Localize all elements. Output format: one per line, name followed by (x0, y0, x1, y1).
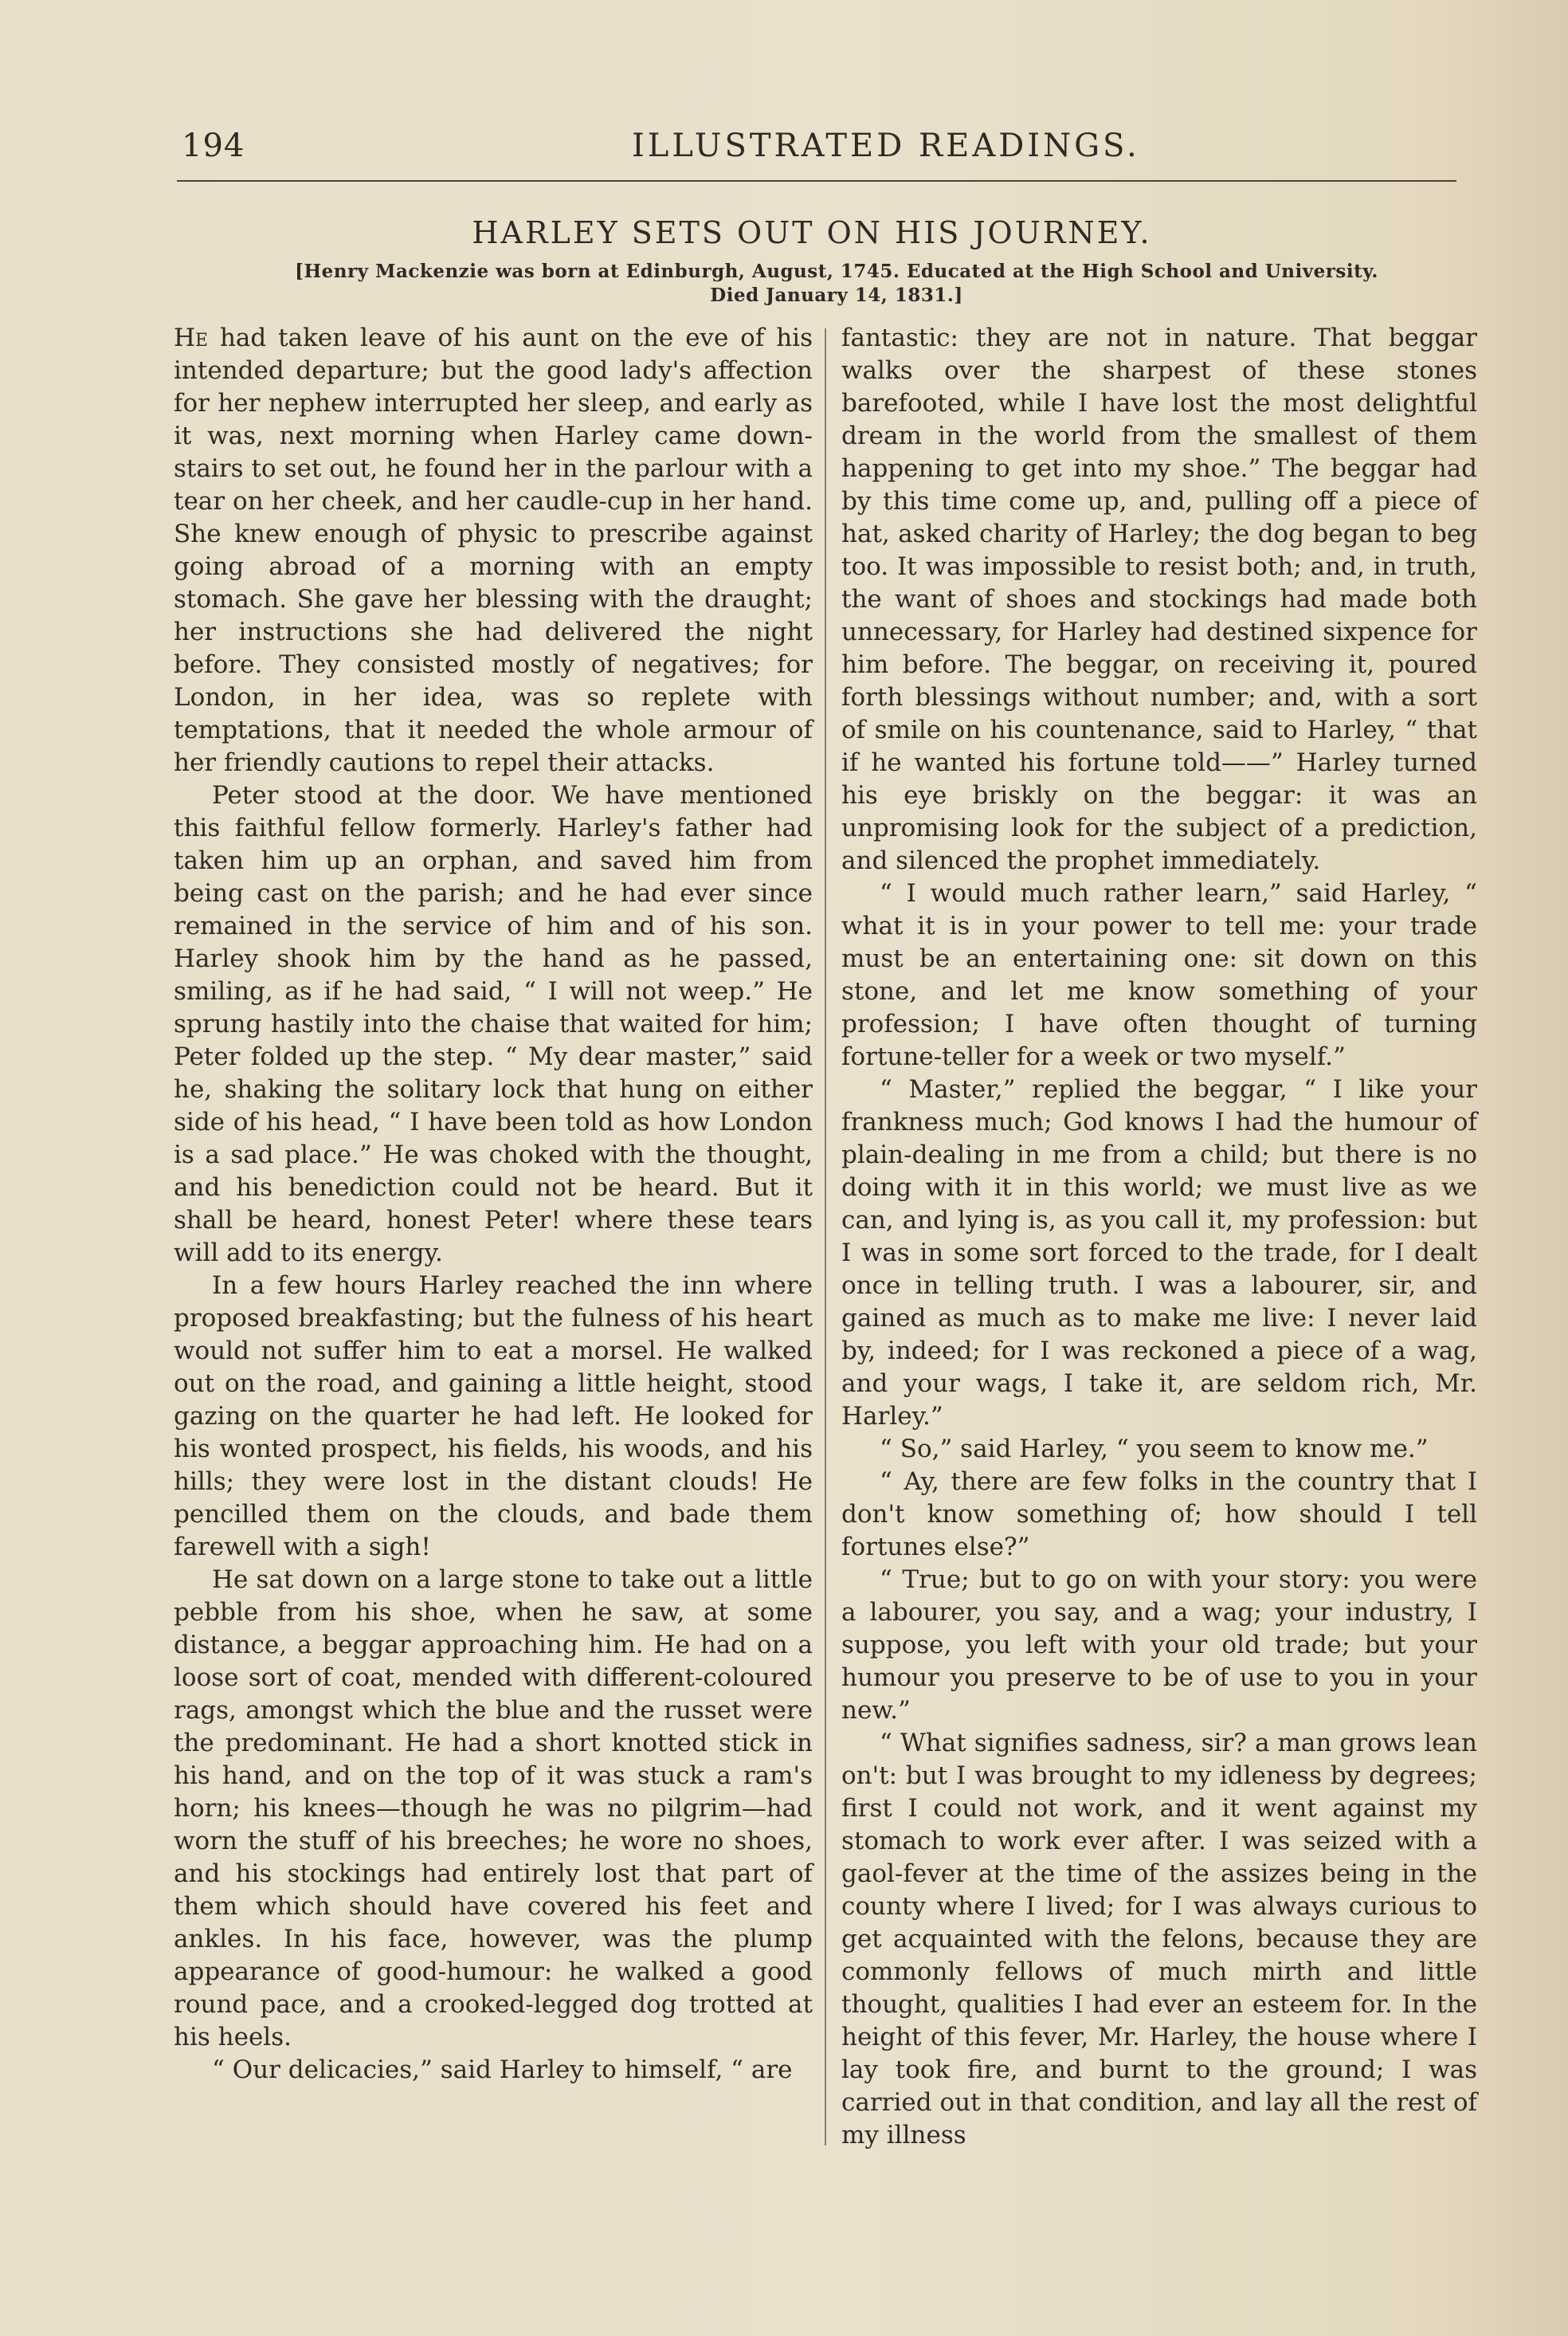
page-number: 194 (182, 128, 245, 164)
article-title: HARLEY SETS OUT ON HIS JOURNEY. (472, 215, 1152, 250)
paragraph: fantastic: they are not in nature. That beggar walks over the sharpest of these stones barefooted, while I have lost the most delightful dream in the world from the smallest of them happening to get into my shoe.” The beggar had by this time come up, and, pulling off a piece of hat, asked charity of Harley; the dog began to beg too. It was impossible to resist both; and, in truth, the want of shoes and stockings had made both unnecessary, for Harley had destined sixpence for him before. The beggar, on receiving it, poured forth blessings without number; and, with a sort of smile on his countenance, said to Harley, “ that if he wanted his fortune told——” Harley turned his eye briskly on the beggar: it was an unpromising look for the subject of a prediction, and silenced the prophet immediately. (841, 324, 1477, 875)
paragraph: “ Our delicacies,” said Harley to himself, “ are (212, 2055, 793, 2084)
column-divider (825, 328, 826, 2146)
paragraph-text: had taken leave of his aunt on the eve of his intended departure; but the good lady's affection for her nephew interrupted her sleep, and early as it was, next morning when Harley came down-stairs to set out, he found her in the parlour with a tear on her cheek, and her caudle-cup in her hand. She knew enough of physic to prescribe against going abroad of a morning with an empty stomach. She gave her blessing with the draught; her instructions she had delivered the night before. They consisted mostly of negatives; for London, in her idea, was so replete with temptations, that it needed the whole armour of her friendly cautions to repel their attacks. (174, 324, 813, 777)
bio-note-line-1: [Henry Mackenzie was born at Edinburgh, August, 1745. Educated at the High School and University. (295, 261, 1378, 282)
right-column (841, 322, 1477, 2152)
left-column (174, 322, 813, 2087)
paragraph: “ So,” said Harley, “ you seem to know me.” (880, 1435, 1429, 1463)
paragraph: In a few hours Harley reached the inn where proposed breakfasting; but the fulness of his heart would not suffer him to eat a morsel. He walked out on the road, and gaining a little height, stood gazing on the quarter he had left. He looked for his wonted prospect, his fields, his woods, and his hills; they were lost in the distant clouds! He pencilled them on the clouds, and bade them farewell with a sigh! (174, 1271, 813, 1561)
paragraph: He sat down on a large stone to take out a little pebble from his shoe, when he saw, at some distance, a beggar approaching him. He had on a loose sort of coat, mended with different-coloured rags, amongst which the blue and the russet were the predominant. He had a short knotted stick in his hand, and on the top of it was stuck a ram's horn; his knees—though he was no pilgrim—had worn the stuff of his breeches; he wore no shoes, and his stockings had entirely lost that part of them which should have covered his feet and ankles. In his face, however, was the plump appearance of good-humour: he walked a good round pace, and a crooked-legged dog trotted at his heels. (174, 1565, 813, 2051)
paragraph: “ I would much rather learn,” said Harley, “ what it is in your power to tell me: your trade must be an entertaining one: sit down on this stone, and let me know something of your profession; I have often thought of turning fortune-teller for a week or two myself.” (841, 879, 1477, 1071)
paragraph: Peter stood at the door. We have mentioned this faithful fellow formerly. Harley's father had taken him up an orphan, and saved him from being cast on the parish; and he had ever since remained in the service of him and of his son. Harley shook him by the hand as he passed, smiling, as if he had said, “ I will not weep.” He sprung hastily into the chaise that waited for him; Peter folded up the step. “ My dear master,” said he, shaking the solitary lock that hung on either side of his head, “ I have been told as how London is a sad place.” He was choked with the thought, and his benediction could not be heard. But it shall be heard, honest Peter! where these tears will add to its energy. (174, 781, 813, 1267)
drop-word: He (174, 324, 209, 352)
paragraph (174, 322, 813, 779)
running-title: ILLUSTRATED READINGS. (632, 128, 1140, 164)
paragraph: “ Master,” replied the beggar, “ I like your frankness much; God knows I had the humour of plain-dealing in me from a child; but there is no doing with it in this world; we must live as we can, and lying is, as you call it, my profession: but I was in some sort forced to the trade, for I dealt once in telling truth. I was a labourer, sir, and gained as much as to make me live: I never laid by, indeed; for I was reckoned a piece of a wag, and your wags, I take it, are seldom rich, Mr. Harley.” (841, 1075, 1477, 1431)
paragraph: “ True; but to go on with your story: you were a labourer, you say, and a wag; your industry, I suppose, you left with your old trade; but your humour you preserve to be of use to you in your new.” (841, 1565, 1477, 1725)
bio-note-line-2: Died January 14, 1831.] (710, 285, 963, 306)
bio-note (279, 260, 1394, 308)
header-rule (177, 180, 1456, 182)
paragraph: “ What signifies sadness, sir? a man grows lean on't: but I was brought to my idleness by degrees; first I could not work, and it went against my stomach to work ever after. I was seized with a gaol-fever at the time of the assizes being in the county where I lived; for I was always curious to get acquainted with the felons, because they are commonly fellows of much mirth and little thought, qualities I had ever an esteem for. In the height of this fever, Mr. Harley, the house where I lay took fire, and burnt to the ground; I was carried out in that condition, and lay all the rest of my illness (841, 1729, 1478, 2150)
page-header (182, 128, 1456, 175)
paragraph: “ Ay, there are few folks in the country that I don't know something of; how should I tell fortunes else?” (841, 1467, 1477, 1561)
